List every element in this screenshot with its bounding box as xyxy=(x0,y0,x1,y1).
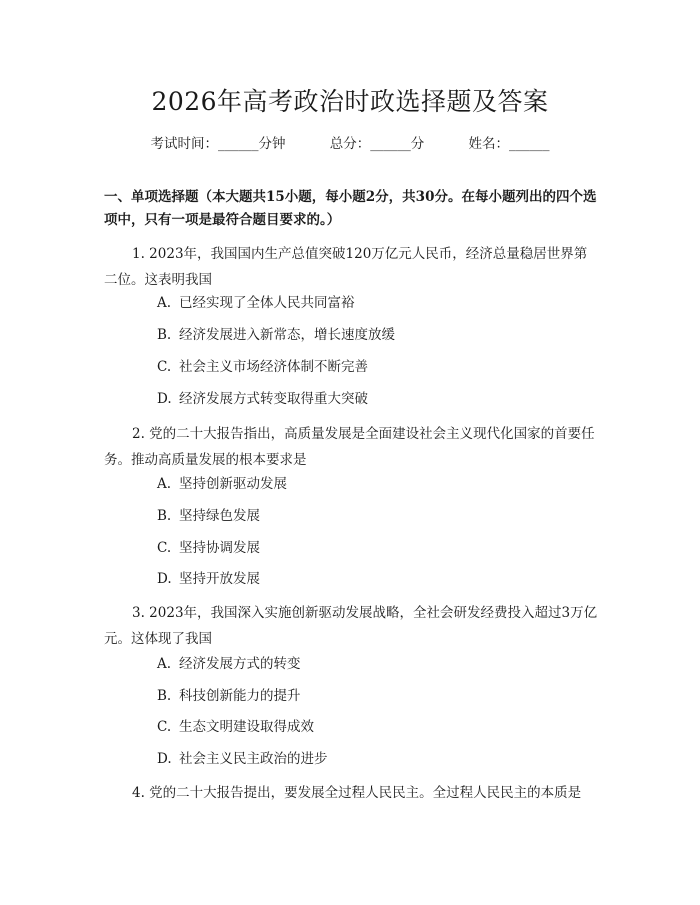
option-text: 社会主义民主政治的进步 xyxy=(179,751,328,767)
exam-title: 2026年高考政治时政选择题及答案 xyxy=(151,87,549,116)
option-letter: C. xyxy=(157,359,172,375)
option-letter: C. xyxy=(157,540,172,556)
exam-meta xyxy=(0,132,700,152)
question-2-option-a xyxy=(157,474,287,494)
option-text: 坚持协调发展 xyxy=(179,540,260,556)
question-1-stem: 1. 2023年，我国国内生产总值突破120万亿元人民币，经济总量稳居世界第二位。这表明我国 xyxy=(104,246,588,288)
question-4-stem: 4. 党的二十大报告提出，要发展全过程人民民主。全过程人民民主的本质是 xyxy=(132,785,582,801)
question-3-option-b xyxy=(157,686,301,706)
option-text: 科技创新能力的提升 xyxy=(179,688,301,704)
option-letter: D. xyxy=(157,391,172,407)
option-text: 坚持绿色发展 xyxy=(179,508,260,524)
question-1-option-c xyxy=(157,357,368,377)
option-letter: B. xyxy=(157,508,172,524)
question-3-stem: 3. 2023年，我国深入实施创新驱动发展战略，全社会研发经费投入超过3万亿元。这体现了我国 xyxy=(104,605,598,647)
total-score-field: 总分：______分 xyxy=(329,136,425,152)
question-1-option-d xyxy=(157,389,368,409)
question-2-option-c xyxy=(157,538,260,558)
option-text: 坚持创新驱动发展 xyxy=(179,476,287,492)
option-text: 坚持开放发展 xyxy=(179,571,260,587)
question-1-option-a xyxy=(157,293,355,313)
option-text: 经济发展方式的转变 xyxy=(179,656,301,672)
question-2-stem: 2. 党的二十大报告指出，高质量发展是全面建设社会主义现代化国家的首要任务。推动高质量发展的根本要求是 xyxy=(104,426,595,468)
question-3-option-a xyxy=(157,654,301,674)
section-heading: 一、单项选择题（本大题共15小题，每小题2分，共30分。在每小题列出的四个选项中，只有一项是最符合题目要求的。） xyxy=(104,189,597,228)
option-letter: B. xyxy=(157,327,172,343)
option-text: 经济发展方式转变取得重大突破 xyxy=(179,391,368,407)
option-letter: A. xyxy=(157,656,172,672)
exam-time-field: 考试时间：______分钟 xyxy=(150,136,286,152)
option-letter: B. xyxy=(157,688,172,704)
option-text: 已经实现了全体人民共同富裕 xyxy=(179,295,355,311)
option-text: 社会主义市场经济体制不断完善 xyxy=(179,359,368,375)
question-2-option-d xyxy=(157,569,260,589)
question-1-option-b xyxy=(157,325,395,345)
option-letter: D. xyxy=(157,751,172,767)
option-letter: D. xyxy=(157,571,172,587)
option-letter: C. xyxy=(157,719,172,735)
option-text: 生态文明建设取得成效 xyxy=(179,719,314,735)
option-letter: A. xyxy=(157,476,172,492)
question-3-option-d xyxy=(157,749,328,769)
student-name-field: 姓名：______ xyxy=(468,136,550,152)
question-2-option-b xyxy=(157,506,260,526)
option-text: 经济发展进入新常态，增长速度放缓 xyxy=(179,327,395,343)
option-letter: A. xyxy=(157,295,172,311)
question-3-option-c xyxy=(157,717,314,737)
